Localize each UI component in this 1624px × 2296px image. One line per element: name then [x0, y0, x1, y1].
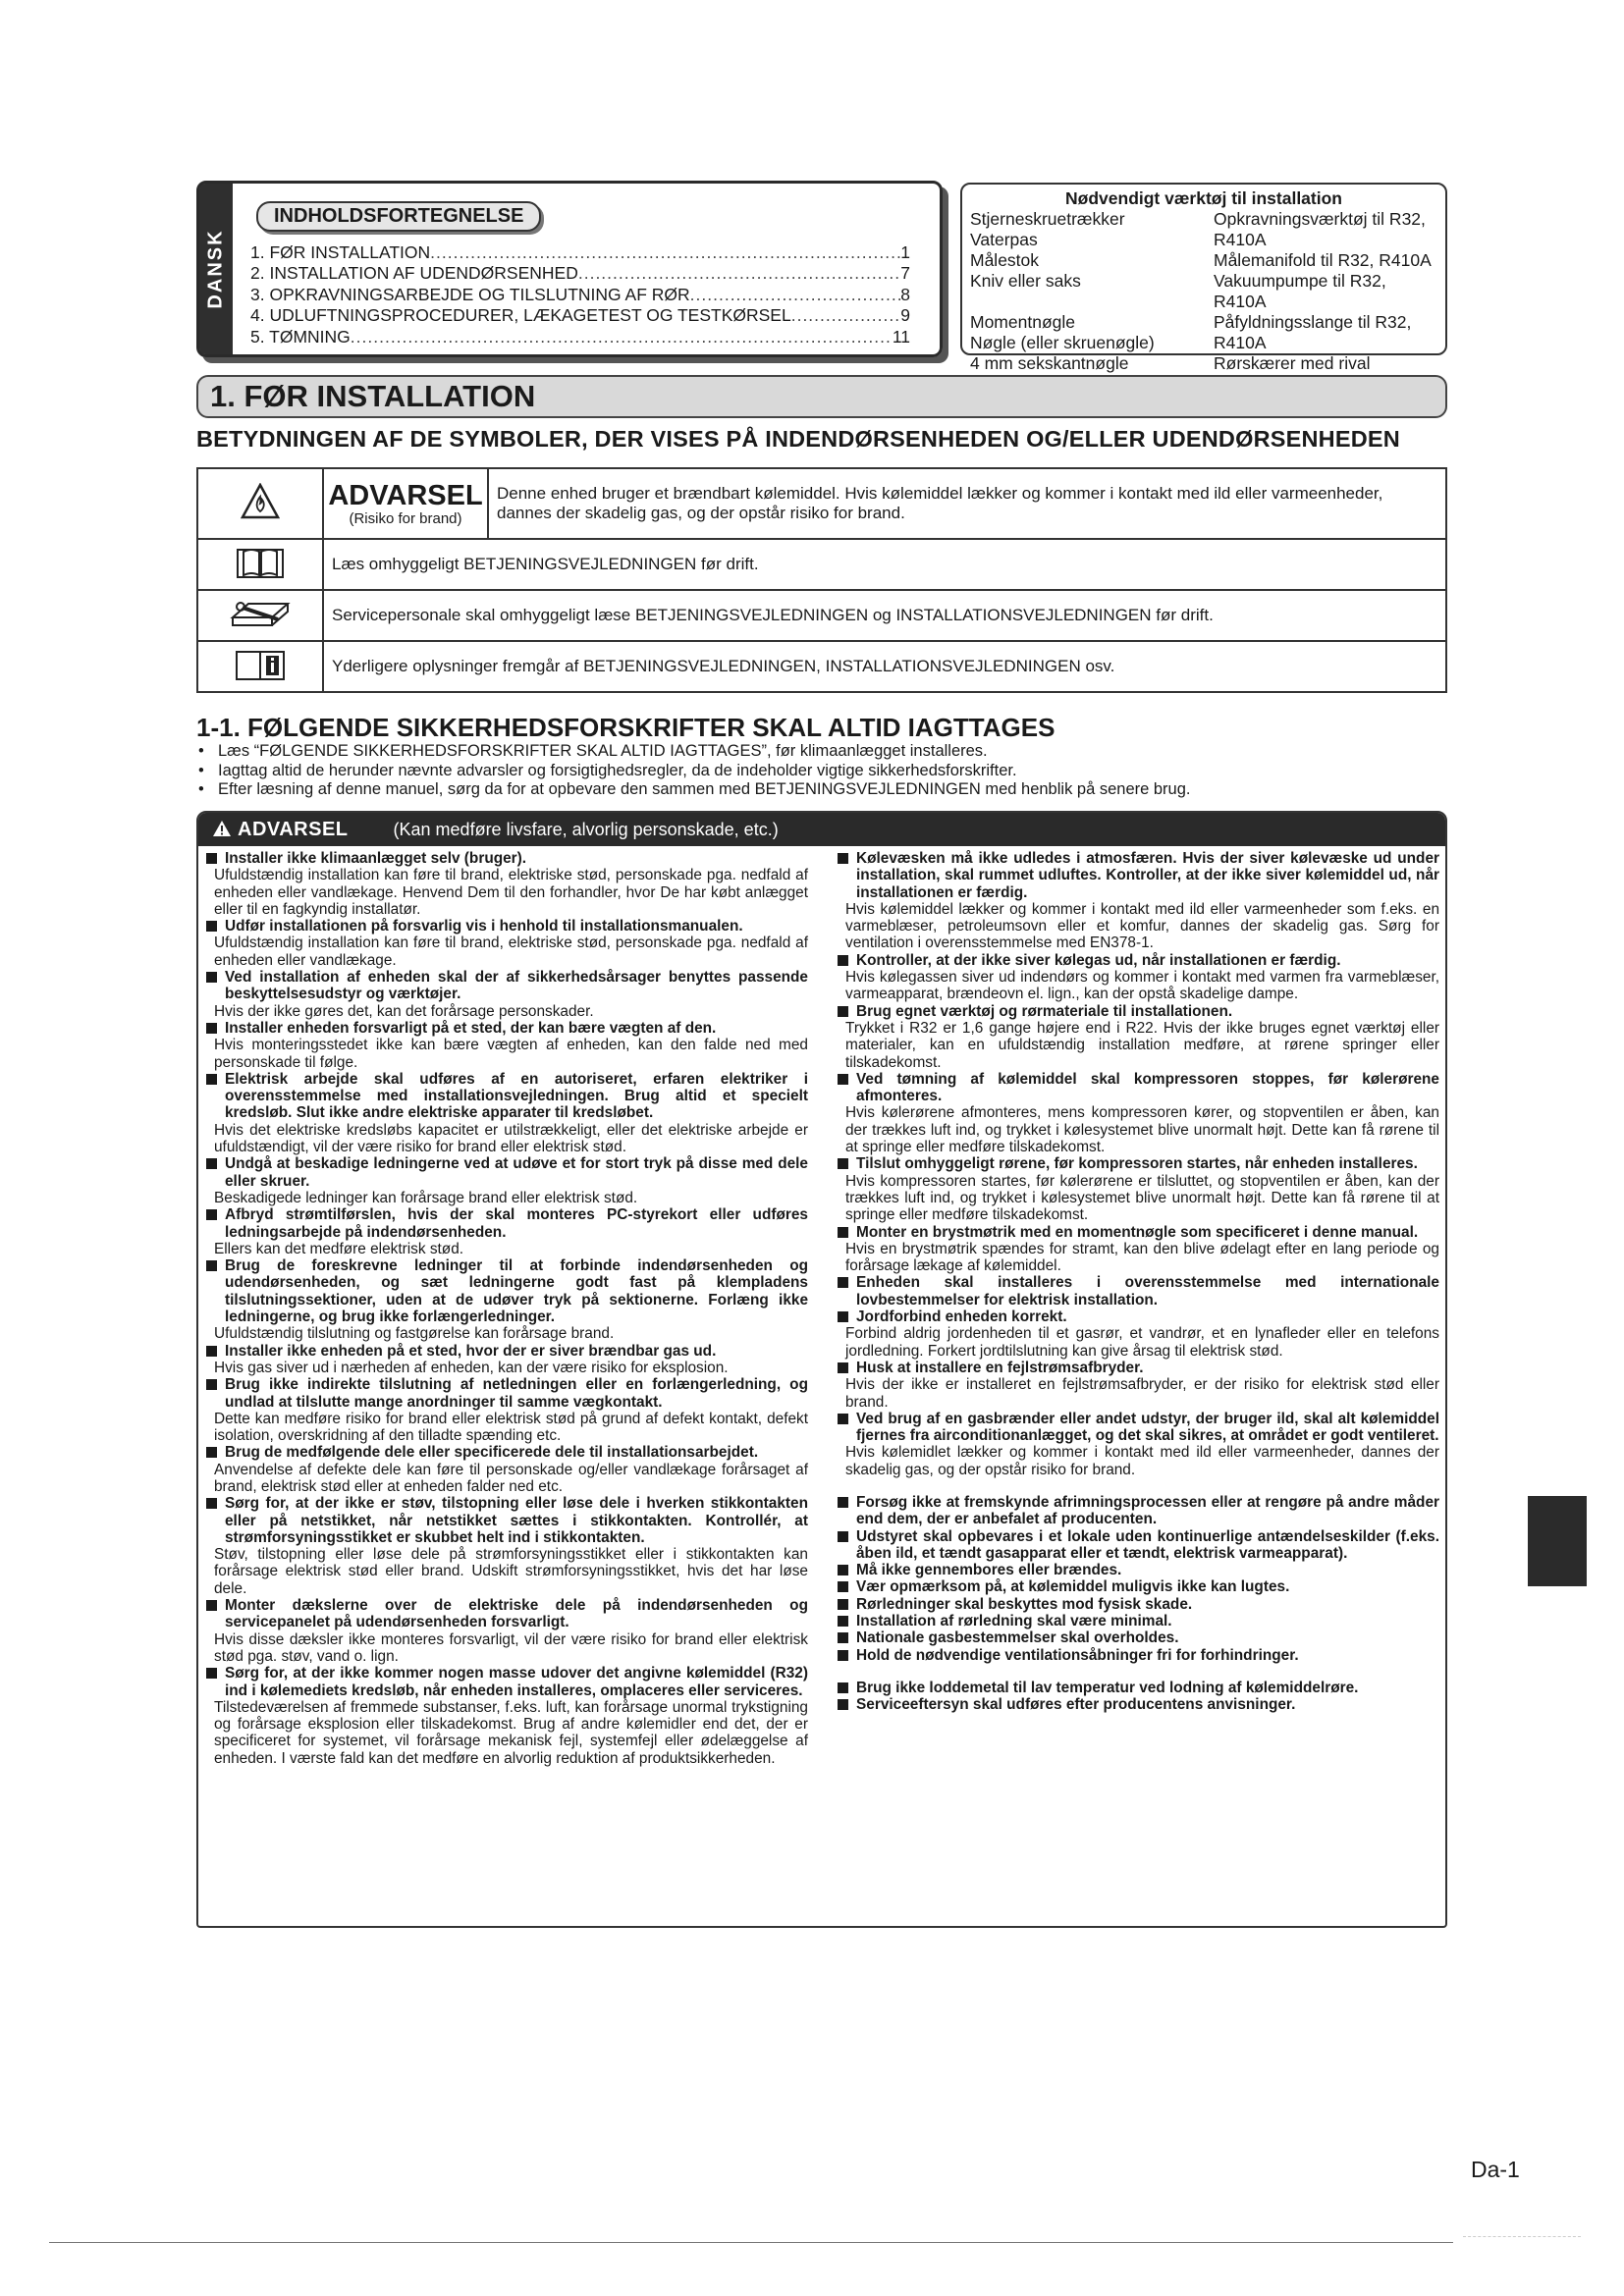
- warning-item: [204, 1071, 808, 1155]
- warning-item: [836, 1528, 1439, 1563]
- warning-box: [196, 811, 1447, 1928]
- chapter-side-tab: [1528, 1496, 1587, 1586]
- list-item: • Efter læsning af denne manuel, sørg da for at opbevare den sammen med BETJENINGSVEJLEDNINGEN med henblik på senere brug.: [196, 780, 1453, 800]
- warning-item-detail: Hvis der ikke er installeret en fejlstrømsafbryder, er der risiko for elektrisk stød eller brand.: [845, 1376, 1439, 1411]
- toc-leader: [690, 285, 901, 305]
- warning-item-heading: Enheden skal installeres i overensstemmelse med internationale lovbestemmelser for elektrisk installation.: [836, 1274, 1439, 1308]
- list-item: • Læs “FØLGENDE SIKKERHEDSFORSKRIFTER SKAL ALTID IAGTTAGES”, før klimaanlægget installeres.: [196, 742, 1453, 762]
- warning-item: [836, 1308, 1439, 1360]
- warning-item-detail: Dette kan medføre risiko for brand eller elektrisk stød på grund af defekt kontakt, defekt isolation, overskridning af den tilladte spænding etc.: [214, 1410, 808, 1445]
- warning-item-detail: Hvis kølerørene afmonteres, mens kompressoren kører, og stopventilen er åben, kan der trækkes luft ind, og trykket i kølesystemet blive unormalt højt. Dette kan få rørene til at springe eller medføre tilskadekomst.: [845, 1104, 1439, 1156]
- warning-item-heading: Undgå at beskadige ledningerne ved at udøve et for stort tryk på disse med dele eller skruer.: [204, 1155, 808, 1190]
- warning-item: [204, 1257, 808, 1342]
- warning-item-detail: Hvis der ikke gøres det, kan det forårsage personskader.: [214, 1002, 594, 1020]
- warning-label-cell: [323, 468, 488, 539]
- toc-item[interactable]: 2. INSTALLATION AF UDENDØRSENHED ..... 7: [250, 263, 910, 284]
- group-spacer: [836, 1664, 1439, 1680]
- warning-item: [204, 969, 808, 1020]
- warning-subtext: (Risiko for brand): [349, 509, 462, 527]
- manual-instruction: Læs omhyggeligt BETJENINGSVEJLEDNINGEN før drift.: [323, 539, 1446, 590]
- flammable-warning-icon: [197, 468, 323, 539]
- warning-header-subtitle: (Kan medføre livsfare, alvorlig personskade, etc.): [393, 819, 779, 839]
- warning-item-detail: Hvis kølemidlet lækker og kommer i kontakt med ild eller varmeenheder, dannes der skadelig gas, og der opstår risiko for brand.: [845, 1444, 1439, 1478]
- warning-item-heading: Brug ikke loddemetal til lav temperatur ved lodning af kølemiddelrøre.: [836, 1680, 1439, 1696]
- warning-item: [836, 1647, 1439, 1664]
- warning-item: [836, 850, 1439, 952]
- warning-header: [198, 813, 1445, 846]
- warning-item-heading: Forsøg ikke at fremskynde afrimningsprocessen eller at rengøre på andre måder end dem, der er anbefalet af producenten.: [836, 1494, 1439, 1528]
- warning-item-detail: Ufuldstændig tilslutning og fastgørelse kan forårsage brand.: [214, 1325, 615, 1343]
- section-title: 1. FØR INSTALLATION: [196, 375, 1447, 418]
- warning-item-heading: Installation af rørledning skal være minimal.: [836, 1613, 1439, 1629]
- warning-item: [836, 1003, 1439, 1071]
- tool-item: 4 mm sekskantnøgle: [970, 353, 1129, 373]
- table-of-contents: [196, 181, 943, 357]
- warning-item-heading: Monter dækslerne over de elektriske dele på indendørsenheden og servicepanelet på udendørsenheden forsvarligt.: [204, 1597, 808, 1631]
- warning-item-heading: Serviceeftersyn skal udføres efter producentens anvisninger.: [836, 1696, 1439, 1713]
- toc-item[interactable]: 1. FØR INSTALLATION ..... 1: [250, 242, 910, 263]
- tool-item: Påfyldningsslange til R32,: [1214, 312, 1412, 332]
- language-label: DANSK: [204, 229, 227, 309]
- warning-item: [836, 1274, 1439, 1308]
- warning-header-title: ADVARSEL: [212, 819, 349, 841]
- warning-item: [204, 1444, 808, 1495]
- warning-item-heading: Kølevæsken må ikke udledes i atmosfæren. Hvis der siver kølevæske ud under installation, skal rummet udluftes. Kontroller, at der ikke siver kølemiddel ud, når installationen er færdig.: [836, 850, 1439, 901]
- warning-item-heading: Sørg for, at der ikke kommer nogen masse udover det angivne kølemiddel (R32) ind i kølemediets kredsløb, når enheden installeres, omplaceres eller serviceres.: [204, 1665, 808, 1699]
- manual-book-icon: [197, 539, 323, 590]
- warning-item-detail: Tilstedeværelsen af fremmede substanser, f.eks. luft, kan forårsage unormal trykstigning og forårsage eksplosion eller tilskadekomst. Brug af andre kølemidler end det, der er specificeret for systemet, vil forårsage mekanisk fejl, systemfejl eller ødelæggelse af enheden. I værste fald kan det medføre en alvorlig reduktion af produktsikkerheden.: [214, 1698, 808, 1767]
- warning-item-heading: Installer ikke klimaanlægget selv (bruger).: [204, 850, 808, 867]
- warning-item-detail: Hvis kompressoren startes, før kølerørene er tilsluttet, og stopventilen er åben, kan der trækkes luft ind, og trykket i kølesystemet blive unormalt højt. Dette kan få rørene til at springe eller medføre tilskadekomst.: [845, 1172, 1439, 1224]
- warning-item-heading: Monter en brystmøtrik med en momentnøgle som specificeret i denne manual.: [836, 1224, 1439, 1241]
- symbols-table: [196, 467, 1447, 693]
- warning-group: [836, 1680, 1439, 1714]
- warning-item: [836, 1680, 1439, 1696]
- info-manual-icon: [197, 641, 323, 692]
- warning-item-heading: Vær opmærksom på, at kølemiddel muligvis ikke kan lugtes.: [836, 1578, 1439, 1595]
- section-subtitle: BETYDNINGEN AF DE SYMBOLER, DER VISES PÅ INDENDØRSENHEDEN OG/ELLER UDENDØRSENHEDEN: [196, 426, 1400, 452]
- warning-item-heading: Kontroller, at der ikke siver kølegas ud, når installationen er færdig.: [836, 952, 1439, 969]
- warning-item: [836, 1696, 1439, 1713]
- footer-divider: [49, 2242, 1453, 2243]
- warning-item-heading: Brug ikke indirekte tilslutning af netledningen eller en forlængerledning, og undlad at tilslutte mange anordninger til samme vægkontakt.: [204, 1376, 808, 1411]
- group-spacer: [836, 1478, 1439, 1494]
- toc-leader: [578, 263, 900, 284]
- warning-item-heading: Udfør installationen på forsvarlig vis i henhold til installationsmanualen.: [204, 918, 808, 934]
- warning-item-detail: Hvis monteringsstedet ikke kan bære vægten af enheden, kan den falde ned med personskade til følge.: [214, 1037, 808, 1071]
- warning-item-heading: Afbryd strømtilførslen, hvis der skal monteres PC-styrekort eller udføres ledningsarbejde på indendørsenheden.: [204, 1206, 808, 1241]
- tool-item: Nøgle (eller skruenøgle): [970, 333, 1155, 352]
- warning-item: [836, 1155, 1439, 1223]
- warning-item-heading: Jordforbind enheden korrekt.: [836, 1308, 1439, 1325]
- warning-item: [836, 1578, 1439, 1595]
- warning-triangle-icon: [212, 820, 232, 837]
- tool-item: Opkravningsværktøj til R32,: [1214, 209, 1426, 229]
- warning-item: [836, 1071, 1439, 1155]
- warning-description: Denne enhed bruger et brændbart kølemiddel. Hvis kølemiddel lækker og kommer i kontakt med ild eller varmeenheder, dannes der skadelig gas, og der opstår risiko for brand.: [488, 468, 1446, 539]
- warning-item: [836, 1613, 1439, 1629]
- warning-item: [204, 1665, 808, 1767]
- warning-item-heading: Udstyret skal opbevares i et lokale uden kontinuerlige antændelseskilder (f.eks. åben ild, et tændt gasapparat eller et tændt, elektrisk varmeapparat).: [836, 1528, 1439, 1563]
- warning-item-detail: Anvendelse af defekte dele kan føre til personskade og/eller vandlækage forårsaget af brand, elektrisk stød eller at enheden falder ned etc.: [214, 1461, 808, 1495]
- warning-item-detail: Beskadigede ledninger kan forårsage brand eller elektrisk stød.: [214, 1189, 638, 1206]
- tool-item: Vaterpas: [970, 230, 1038, 249]
- warning-column-right: [822, 850, 1439, 1767]
- tool-item: R410A: [1214, 333, 1267, 352]
- toc-leader: [430, 242, 900, 263]
- warning-columns: [198, 846, 1445, 1767]
- warning-item-detail: Støv, tilstopning eller løse dele på strømforsyningsstikket eller i stikkontakten kan forårsage elektrisk stød eller brand. Udskift strømforsyningsstikket, hvis det har løse dele.: [214, 1546, 808, 1597]
- warning-item: [204, 1343, 808, 1377]
- warning-item: [836, 1360, 1439, 1411]
- toc-leader: [351, 327, 893, 347]
- toc-title: INDHOLDSFORTEGNELSE: [256, 201, 541, 232]
- warning-item: [204, 1206, 808, 1257]
- warning-item-heading: Installer ikke enheden på et sted, hvor der er siver brændbar gas ud.: [204, 1343, 808, 1360]
- warning-item-heading: Brug egnet værktøj og rørmateriale til installationen.: [836, 1003, 1439, 1020]
- warning-item: [204, 1020, 808, 1071]
- warning-item-heading: Brug de foreskrevne ledninger til at forbinde indendørsenheden og udendørsenheden, og sæt ledningerne godt fast på klempladens tilslutningssektioner, uden at de udøver tryk på sektionerne. Forlæng ikke ledningerne, og brug ikke forlængerledninger.: [204, 1257, 808, 1325]
- warning-item-heading: Ved brug af en gasbrænder eller andet udstyr, der bruger ild, skal alt kølemiddel fjernes fra airconditionanlægget, og det skal sikres, at området er godt ventileret.: [836, 1411, 1439, 1445]
- warning-item-heading: Installer enheden forsvarligt på et sted, der kan bære vægten af den.: [204, 1020, 808, 1037]
- warning-item: [204, 1376, 808, 1444]
- tools-grid: [970, 209, 1437, 374]
- warning-item: [836, 1596, 1439, 1613]
- toc-item[interactable]: 3. OPKRAVNINGSARBEJDE OG TILSLUTNING AF RØR ..... 8: [250, 285, 910, 305]
- toc-leader: [791, 305, 901, 326]
- list-item: • Iagttag altid de herunder nævnte advarsler og forsigtighedsregler, da de indeholder vigtige sikkerhedsforskrifter.: [196, 762, 1453, 781]
- warning-item-heading: Sørg for, at der ikke er støv, tilstopning eller løse dele i hverken stikkontakten eller på netstikket, når netstikket sættes i stikkontakten. Kontrollér, at strømforsyningsstikket er skubbet helt ind i stikkontakten.: [204, 1495, 808, 1546]
- warning-item-heading: Nationale gasbestemmelser skal overholdes.: [836, 1629, 1439, 1646]
- warning-item-heading: Hold de nødvendige ventilationsåbninger fri for forhindringer.: [836, 1647, 1439, 1664]
- language-tab: [199, 184, 233, 354]
- safety-heading: 1-1. FØLGENDE SIKKERHEDSFORSKRIFTER SKAL ALTID IAGTTAGES: [196, 713, 1056, 742]
- service-manual-icon: [197, 590, 323, 641]
- tool-item: R410A: [1214, 230, 1267, 249]
- warning-item: [836, 1562, 1439, 1578]
- toc-list: [250, 242, 910, 347]
- toc-item[interactable]: 5. TØMNING ..... 11: [250, 327, 910, 347]
- warning-group: [836, 850, 1439, 1478]
- tool-item: Rørskærer med rival: [1214, 353, 1371, 373]
- warning-column-left: [204, 850, 822, 1767]
- table-row: [197, 590, 1446, 641]
- warning-item-detail: Forbind aldrig jordenheden til et gasrør, et vandrør, et en lynafleder eller en telefons jordledning. Forkert jordtilslutning kan give årsag til elektrisk stød.: [845, 1325, 1439, 1360]
- warning-group: [836, 1494, 1439, 1664]
- table-row: [197, 539, 1446, 590]
- safety-bullets: [196, 742, 1453, 800]
- warning-item-heading: Elektrisk arbejde skal udføres af en autoriseret, erfaren elektriker i overensstemmelse med installationsvejledningen. Brug altid et specielt kredsløb. Slut ikke andre elektriske apparater til kredsløbet.: [204, 1071, 808, 1122]
- warning-item-heading: Tilslut omhyggeligt rørene, før kompressoren startes, når enheden installeres.: [836, 1155, 1439, 1172]
- warning-item: [204, 918, 808, 969]
- warning-item-detail: Hvis kølemiddel lækker og kommer i kontakt med ild eller varmeenheder som f.eks. en varmeblæser, petroleumsovn eller et komfur, dannes der skadelig gas. Sørg for ventilation i overensstemmelse med EN378-1.: [845, 900, 1439, 952]
- warning-item-heading: Ved tømning af kølemiddel skal kompressoren stoppes, før kølerørene afmonteres.: [836, 1071, 1439, 1105]
- warning-item: [836, 1411, 1439, 1478]
- tool-item: Målestok: [970, 250, 1040, 270]
- warning-item-detail: Hvis det elektriske kredsløbs kapacitet er utilstrækkeligt, eller det elektriske arbejde er ufuldstændigt, vil der være risiko for brand eller elektrisk stød.: [214, 1121, 808, 1156]
- footer-faint-mark: [1463, 2236, 1581, 2237]
- warning-item: [204, 1495, 808, 1597]
- warning-item-detail: Ellers kan det medføre elektrisk stød.: [214, 1240, 464, 1257]
- warning-item-detail: Trykket i R32 er 1,6 gange højere end i R22. Hvis der ikke bruges egnet værktøj eller materialer, kan en ufuldstændig installation medføre, at rørene springer eller tilskadekomst.: [845, 1019, 1439, 1071]
- tools-title: Nødvendigt værktøj til installation: [1065, 188, 1342, 208]
- tool-item: Stjerneskruetrækker: [970, 209, 1125, 229]
- warning-item-heading: Må ikke gennembores eller brændes.: [836, 1562, 1439, 1578]
- service-instruction: Servicepersonale skal omhyggeligt læse BETJENINGSVEJLEDNINGEN og INSTALLATIONSVEJLEDNINGEN før drift.: [323, 590, 1446, 641]
- info-instruction: Yderligere oplysninger fremgår af BETJENINGSVEJLEDNINGEN, INSTALLATIONSVEJLEDNINGEN osv.: [323, 641, 1446, 692]
- table-row: [197, 641, 1446, 692]
- warning-item: [836, 952, 1439, 1003]
- required-tools-box: [960, 183, 1447, 373]
- tool-item: Kniv eller saks: [970, 271, 1081, 291]
- warning-item: [204, 1597, 808, 1665]
- warning-item-heading: Brug de medfølgende dele eller specificerede dele til installationsarbejdet.: [204, 1444, 808, 1461]
- warning-item-detail: Ufuldstændig installation kan føre til brand, elektriske stød, personskade pga. nedfald af enheden eller vandlækage.: [214, 934, 808, 969]
- warning-item-heading: Ved installation af enheden skal der af sikkerhedsårsager benyttes passende beskyttelsesudstyr og værktøjer.: [204, 969, 808, 1003]
- warning-item-detail: Ufuldstændig installation kan føre til brand, elektriske stød, personskade pga. nedfald af enheden eller vandlækage. Henvend Dem til den forhandler, hvor De har købt anlægget eller til en fagkyndig installatør.: [214, 867, 808, 918]
- warning-word: ADVARSEL: [328, 479, 483, 511]
- warning-item-detail: Hvis disse dæksler ikke monteres forsvarligt, vil der være risiko for brand eller elektrisk stød pga. støv, vand o. lign.: [214, 1630, 808, 1665]
- warning-item: [204, 1155, 808, 1206]
- tool-item: Vakuumpumpe til R32, R410A: [1214, 271, 1386, 311]
- warning-item-detail: Hvis gas siver ud i nærheden af enheden, kan der være risiko for eksplosion.: [214, 1359, 729, 1376]
- tool-item: Momentnøgle: [970, 312, 1075, 332]
- warning-item-heading: Husk at installere en fejlstrømsafbryder.: [836, 1360, 1439, 1376]
- warning-item-heading: Rørledninger skal beskyttes mod fysisk skade.: [836, 1596, 1439, 1613]
- warning-item-detail: Hvis en brystmøtrik spændes for stramt, kan den blive ødelagt efter en lang periode og forårsage lækage af kølemiddel.: [845, 1240, 1439, 1275]
- warning-item: [836, 1629, 1439, 1646]
- warning-item: [836, 1224, 1439, 1275]
- page-number: Da-1: [1471, 2157, 1520, 2182]
- warning-item: [836, 1494, 1439, 1528]
- table-row: [197, 468, 1446, 539]
- warning-item-detail: Hvis kølegassen siver ud indendørs og kommer i kontakt med varmen fra varmeblæser, varmeapparat, brændeovn el. lign., kan der opstå skadelige dampe.: [845, 969, 1439, 1003]
- warning-item: [204, 850, 808, 918]
- tool-item: Målemanifold til R32, R410A: [1214, 250, 1432, 270]
- toc-item[interactable]: 4. UDLUFTNINGSPROCEDURER, LÆKAGETEST OG TESTKØRSEL ..... 9: [250, 305, 910, 326]
